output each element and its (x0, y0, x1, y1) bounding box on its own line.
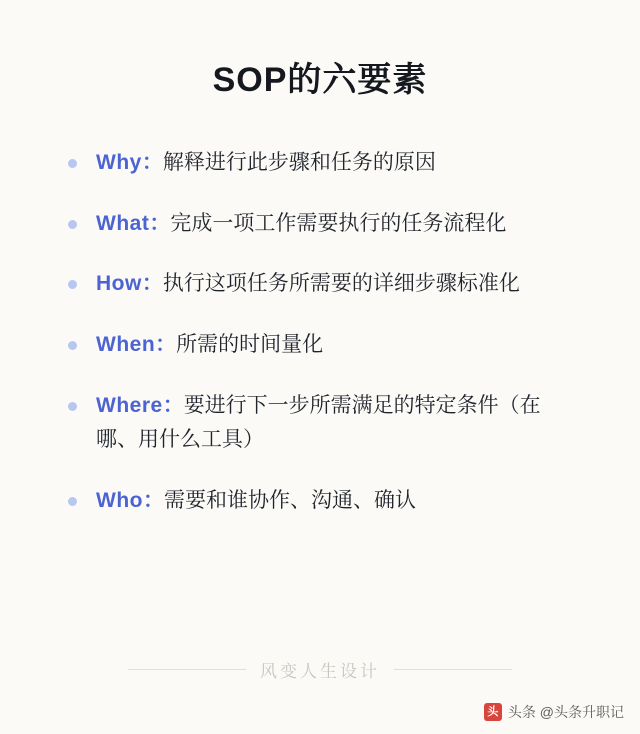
list-item-colon: ： (149, 211, 171, 235)
list-item (64, 267, 582, 302)
bullet-icon (68, 402, 77, 411)
footer-watermark (0, 657, 640, 682)
list-item-colon: ： (162, 393, 184, 417)
list-item-value: 所需的时间量化 (176, 333, 324, 357)
list-item-colon: ： (155, 333, 177, 357)
list-item-value: 需要和谁协作、沟通、确认 (163, 489, 416, 513)
bullet-icon (68, 280, 77, 289)
bullet-icon (68, 220, 77, 229)
list-item-key: Who (96, 489, 143, 513)
divider-right (394, 669, 512, 670)
list-item-key: When (96, 333, 156, 357)
list-item-value: 要进行下一步所需满足的特定条件（在哪、用什么工具） (96, 393, 541, 452)
bullet-icon (68, 341, 77, 350)
list-item (64, 328, 582, 363)
list-item (64, 207, 582, 242)
bullet-icon (68, 159, 77, 168)
list-item-key: Where (96, 393, 163, 417)
list-item-key: Why (96, 151, 142, 175)
list-item (64, 389, 582, 458)
list-item-key: How (96, 272, 142, 296)
brand-label: 头条 @头条升职记 (507, 704, 624, 720)
toutiao-logo-icon: 头 (484, 703, 502, 721)
list-item-colon: ： (141, 272, 163, 296)
list-item-colon: ： (141, 151, 163, 175)
watermark-text: 风变人生设计 (260, 662, 380, 681)
sop-elements-list (0, 102, 640, 518)
brand-attribution (484, 702, 624, 722)
list-item-value: 解释进行此步骤和任务的原因 (162, 151, 436, 175)
bullet-icon (68, 497, 77, 506)
list-item-value: 执行这项任务所需要的详细步骤标准化 (162, 272, 520, 296)
page-title: SOP的六要素 (212, 61, 428, 99)
list-item (64, 484, 582, 519)
divider-left (128, 669, 246, 670)
list-item-key: What (96, 211, 150, 235)
list-item-value: 完成一项工作需要执行的任务流程化 (170, 211, 507, 235)
list-item-colon: ： (142, 489, 164, 513)
list-item (64, 146, 582, 181)
